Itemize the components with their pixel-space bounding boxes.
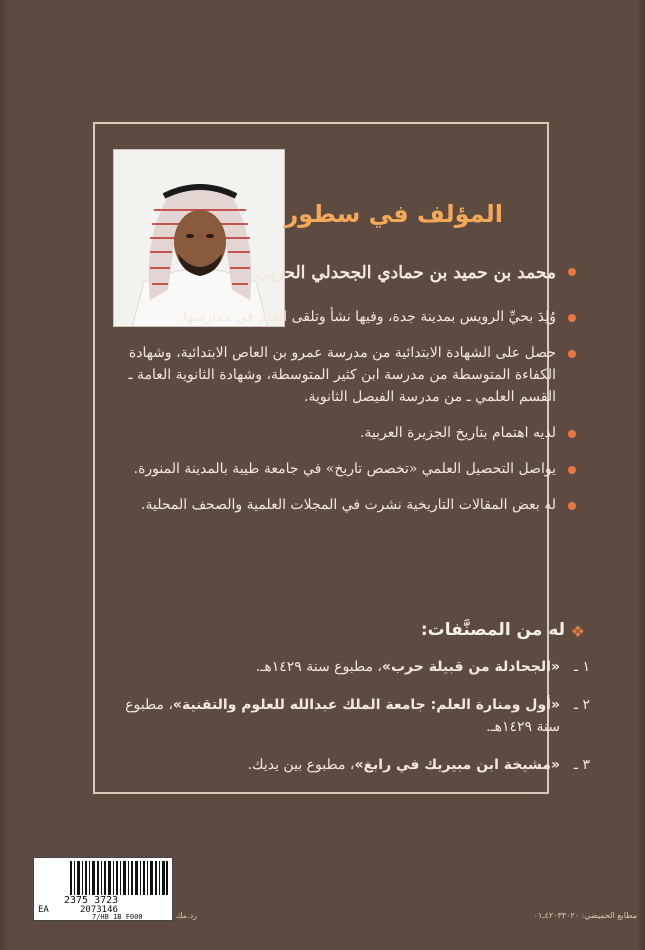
work-item bbox=[120, 656, 590, 678]
barcode-id: 2073146 bbox=[80, 905, 118, 915]
bio-item: لديه اهتمام بتاريخ الجزيرة العربية. bbox=[108, 422, 578, 444]
library-barcode-label bbox=[33, 857, 173, 921]
bio-item: له بعض المقالات التاريخية نشرت في المجلات العلمية والصحف المحلية. bbox=[108, 494, 578, 516]
ornament-icon: ❖ bbox=[570, 622, 585, 641]
bio-item: محمد بن حميد بن حمادي الجحدلي الحربي. bbox=[108, 258, 578, 288]
section-heading: المؤلف في سطور bbox=[284, 200, 503, 228]
work-number: ١ ـ bbox=[573, 659, 590, 675]
bullet-dot-icon bbox=[568, 268, 576, 276]
bullet-dot-icon bbox=[568, 502, 576, 510]
barcode-number: 2375 3723 bbox=[64, 895, 119, 906]
author-bio-list bbox=[108, 258, 578, 530]
bullet-dot-icon bbox=[568, 314, 576, 322]
bio-item: حصل على الشهادة الابتدائية من مدرسة عمرو بن العاص الابتدائية، وشهادة الكفاءة المتوسطة من مدرسة ابن كثير المتوسطة، وشهادة الثانوية العامة ـ القسم العلمي ـ من مدرسة الفيصل الثانوية. bbox=[108, 342, 578, 408]
work-title: «الجحادلة من قبيلة حرب» bbox=[381, 659, 560, 675]
work-item bbox=[120, 754, 590, 776]
footer-printer: مطابع الحميضي: ٤٢٠٣٣٠٢٠ـ٠١ bbox=[533, 911, 637, 920]
work-note: ، مطبوع سنة ١٤٢٩هـ. bbox=[125, 697, 560, 735]
footer-isbn-label: رد.مك bbox=[176, 911, 197, 920]
bullet-dot-icon bbox=[568, 350, 576, 358]
bio-item: يواصل التحصيل العلمي «تخصص تاريخ» في جامعة طيبة بالمدينة المنورة. bbox=[108, 458, 578, 480]
bullet-dot-icon bbox=[568, 430, 576, 438]
works-heading: ❖ له من المصنَّفات: bbox=[420, 620, 585, 641]
bullet-dot-icon bbox=[568, 466, 576, 474]
work-note: ، مطبوع بين يديك. bbox=[247, 757, 355, 773]
works-list bbox=[120, 656, 590, 792]
work-number: ٢ ـ bbox=[573, 697, 590, 713]
work-title: «أول ومنارة العلم: جامعة الملك عبدالله للعلوم والتقنية» bbox=[172, 697, 560, 713]
work-item bbox=[120, 694, 590, 738]
barcode-icon bbox=[70, 861, 168, 895]
work-number: ٣ ـ bbox=[573, 757, 590, 773]
barcode-line: 7/HB 1B F000 bbox=[92, 913, 143, 921]
barcode-code: EA bbox=[38, 905, 49, 915]
bio-item: وُلِدَ بحيِّ الرويس بمدينة جدة، وفيها نشأ وتلقى العلم في مدارسها. bbox=[108, 306, 578, 328]
work-note: ، مطبوع سنة ١٤٢٩هـ. bbox=[255, 659, 382, 675]
work-title: «مشيخة ابن مبيريك في رابغ» bbox=[354, 757, 560, 773]
